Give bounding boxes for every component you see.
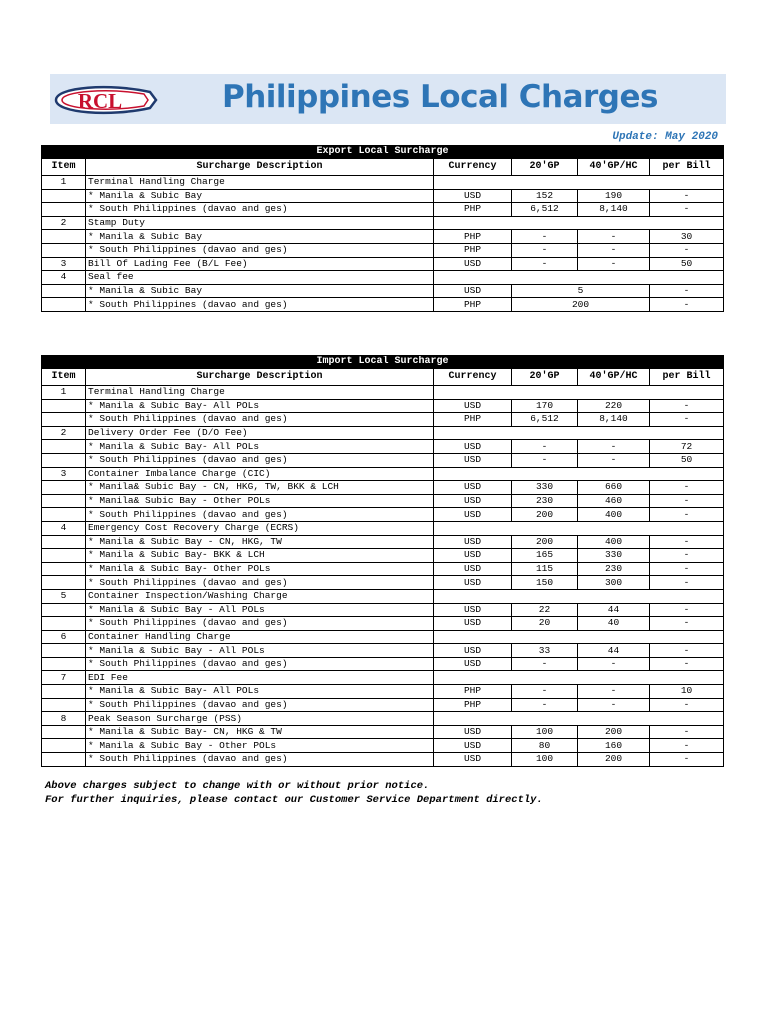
rate-20gp-cell: 6,512 <box>512 203 578 217</box>
item-number-cell <box>42 535 86 549</box>
rate-40gp-cell: - <box>578 440 650 454</box>
per-bill-cell: 30 <box>650 230 724 244</box>
currency-cell: PHP <box>434 413 512 427</box>
description-cell: * Manila& Subic Bay - Other POLs <box>86 494 434 508</box>
item-number-cell <box>42 725 86 739</box>
rate-40gp-cell: 460 <box>578 494 650 508</box>
item-number-cell <box>42 753 86 767</box>
currency-cell: USD <box>434 603 512 617</box>
description-cell: Peak Season Surcharge (PSS) <box>86 712 434 726</box>
per-bill-cell: - <box>650 603 724 617</box>
item-number-cell <box>42 230 86 244</box>
rcl-logo <box>50 80 158 120</box>
description-cell: EDI Fee <box>86 671 434 685</box>
charges-cell <box>434 671 724 685</box>
per-bill-cell: 50 <box>650 257 724 271</box>
table-row <box>42 753 724 767</box>
currency-cell: USD <box>434 257 512 271</box>
rate-40gp-cell: 8,140 <box>578 413 650 427</box>
item-number-cell <box>42 440 86 454</box>
per-bill-cell: - <box>650 413 724 427</box>
description-cell: Container Imbalance Charge (CIC) <box>86 467 434 481</box>
table-row <box>42 576 724 590</box>
description-cell: * Manila & Subic Bay - Other POLs <box>86 739 434 753</box>
rate-40gp-cell: 160 <box>578 739 650 753</box>
col-header-20gp: 20'GP <box>512 159 578 176</box>
item-number-cell <box>42 494 86 508</box>
rate-40gp-cell: - <box>578 685 650 699</box>
table-row <box>42 203 724 217</box>
item-number-cell <box>42 508 86 522</box>
per-bill-cell: - <box>650 481 724 495</box>
rate-20gp-cell: 6,512 <box>512 413 578 427</box>
description-cell: * Manila & Subic Bay - All POLs <box>86 603 434 617</box>
per-bill-cell: - <box>650 284 724 298</box>
currency-cell: PHP <box>434 298 512 312</box>
rate-40gp-cell: 400 <box>578 535 650 549</box>
item-number-cell: 3 <box>42 467 86 481</box>
table-row <box>42 549 724 563</box>
item-number-cell <box>42 399 86 413</box>
col-header-20gp: 20'GP <box>512 369 578 386</box>
description-cell: Terminal Handling Charge <box>86 176 434 190</box>
currency-cell: USD <box>434 657 512 671</box>
currency-cell: USD <box>434 739 512 753</box>
rate-40gp-cell: - <box>578 453 650 467</box>
rate-20gp-cell: 330 <box>512 481 578 495</box>
per-bill-cell: - <box>650 243 724 257</box>
item-number-cell <box>42 739 86 753</box>
logo-text: RCL <box>77 89 123 113</box>
item-number-cell: 1 <box>42 386 86 400</box>
description-cell: Bill Of Lading Fee (B/L Fee) <box>86 257 434 271</box>
currency-cell: PHP <box>434 230 512 244</box>
charges-cell <box>434 176 724 190</box>
rate-40gp-cell: - <box>578 698 650 712</box>
item-number-cell: 1 <box>42 176 86 190</box>
rate-40gp-cell: 220 <box>578 399 650 413</box>
item-number-cell <box>42 298 86 312</box>
item-number-cell: 2 <box>42 216 86 230</box>
rate-20gp-cell: 165 <box>512 549 578 563</box>
currency-cell: USD <box>434 453 512 467</box>
rate-20gp-cell: 170 <box>512 399 578 413</box>
import-table-title: Import Local Surcharge <box>42 356 724 369</box>
description-cell: * Manila & Subic Bay - All POLs <box>86 644 434 658</box>
description-cell: * South Philippines (davao and ges) <box>86 617 434 631</box>
rate-20gp-cell: 100 <box>512 725 578 739</box>
currency-cell: USD <box>434 535 512 549</box>
currency-cell: USD <box>434 440 512 454</box>
export-table-title: Export Local Surcharge <box>42 146 724 159</box>
export-surcharge-table <box>41 145 724 312</box>
table-row <box>42 230 724 244</box>
item-number-cell <box>42 549 86 563</box>
description-cell: * South Philippines (davao and ges) <box>86 453 434 467</box>
rate-20gp-cell: 150 <box>512 576 578 590</box>
rate-20gp-cell: - <box>512 257 578 271</box>
charges-cell <box>434 271 724 285</box>
rate-20gp-cell: - <box>512 657 578 671</box>
description-cell: * Manila & Subic Bay- Other POLs <box>86 562 434 576</box>
notes <box>45 779 543 807</box>
description-cell: * Manila & Subic Bay- All POLs <box>86 440 434 454</box>
rate-20gp-cell: 20 <box>512 617 578 631</box>
description-cell: * Manila & Subic Bay- All POLs <box>86 685 434 699</box>
charges-cell <box>434 216 724 230</box>
col-header-item: Item <box>42 159 86 176</box>
container-rate-cell: 200 <box>512 298 650 312</box>
import-surcharge-table <box>41 355 724 767</box>
per-bill-cell: - <box>650 203 724 217</box>
currency-cell: USD <box>434 189 512 203</box>
rate-40gp-cell: 200 <box>578 753 650 767</box>
rate-40gp-cell: - <box>578 257 650 271</box>
table-row <box>42 413 724 427</box>
item-number-cell <box>42 698 86 712</box>
col-header-description: Surcharge Description <box>86 159 434 176</box>
table-row <box>42 725 724 739</box>
rate-20gp-cell: 100 <box>512 753 578 767</box>
description-cell: Emergency Cost Recovery Charge (ECRS) <box>86 521 434 535</box>
description-cell: * South Philippines (davao and ges) <box>86 243 434 257</box>
table-row <box>42 494 724 508</box>
charges-cell <box>434 630 724 644</box>
currency-cell: USD <box>434 494 512 508</box>
item-number-cell <box>42 413 86 427</box>
description-cell: * South Philippines (davao and ges) <box>86 508 434 522</box>
description-cell: * South Philippines (davao and ges) <box>86 203 434 217</box>
col-header-40gp: 40'GP/HC <box>578 159 650 176</box>
description-cell: * South Philippines (davao and ges) <box>86 576 434 590</box>
table-row <box>42 617 724 631</box>
rate-40gp-cell: 230 <box>578 562 650 576</box>
table-row <box>42 298 724 312</box>
table-row <box>42 399 724 413</box>
charges-cell <box>434 589 724 603</box>
col-header-per-bill: per Bill <box>650 369 724 386</box>
rate-20gp-cell: 200 <box>512 508 578 522</box>
page-title: Philippines Local Charges <box>222 79 658 115</box>
currency-cell: USD <box>434 562 512 576</box>
per-bill-cell: - <box>650 739 724 753</box>
rate-40gp-cell: 40 <box>578 617 650 631</box>
per-bill-cell: 72 <box>650 440 724 454</box>
col-header-per-bill: per Bill <box>650 159 724 176</box>
rate-40gp-cell: 8,140 <box>578 203 650 217</box>
item-number-cell <box>42 453 86 467</box>
currency-cell: PHP <box>434 698 512 712</box>
rate-20gp-cell: 22 <box>512 603 578 617</box>
currency-cell: USD <box>434 725 512 739</box>
export-table-body <box>42 176 724 312</box>
charges-cell <box>434 426 724 440</box>
table-row <box>42 644 724 658</box>
per-bill-cell: - <box>650 189 724 203</box>
description-cell: * South Philippines (davao and ges) <box>86 413 434 427</box>
table-row <box>42 685 724 699</box>
item-number-cell: 6 <box>42 630 86 644</box>
description-cell: * Manila & Subic Bay- BKK & LCH <box>86 549 434 563</box>
item-number-cell: 7 <box>42 671 86 685</box>
col-header-description: Surcharge Description <box>86 369 434 386</box>
currency-cell: USD <box>434 508 512 522</box>
description-cell: Seal fee <box>86 271 434 285</box>
table-row <box>42 189 724 203</box>
rate-20gp-cell: - <box>512 243 578 257</box>
description-cell: * South Philippines (davao and ges) <box>86 753 434 767</box>
item-number-cell: 3 <box>42 257 86 271</box>
table-row <box>42 216 724 230</box>
description-cell: * South Philippines (davao and ges) <box>86 657 434 671</box>
per-bill-cell: - <box>650 508 724 522</box>
per-bill-cell: 50 <box>650 453 724 467</box>
table-row <box>42 467 724 481</box>
table-row <box>42 243 724 257</box>
rate-20gp-cell: - <box>512 230 578 244</box>
description-cell: * Manila & Subic Bay <box>86 230 434 244</box>
item-number-cell <box>42 562 86 576</box>
col-header-40gp: 40'GP/HC <box>578 369 650 386</box>
import-table-body <box>42 386 724 767</box>
per-bill-cell: - <box>650 549 724 563</box>
rate-20gp-cell: 200 <box>512 535 578 549</box>
item-number-cell <box>42 603 86 617</box>
table-row <box>42 630 724 644</box>
currency-cell: USD <box>434 549 512 563</box>
description-cell: * Manila& Subic Bay - CN, HKG, TW, BKK & LCH <box>86 481 434 495</box>
per-bill-cell: - <box>650 725 724 739</box>
table-row <box>42 426 724 440</box>
description-cell: * Manila & Subic Bay- CN, HKG & TW <box>86 725 434 739</box>
description-cell: Container Inspection/Washing Charge <box>86 589 434 603</box>
col-header-currency: Currency <box>434 159 512 176</box>
note-line: Above charges subject to change with or without prior notice. <box>45 780 430 792</box>
item-number-cell: 5 <box>42 589 86 603</box>
rate-20gp-cell: 80 <box>512 739 578 753</box>
table-row <box>42 284 724 298</box>
table-row <box>42 603 724 617</box>
table-row <box>42 521 724 535</box>
description-cell: Delivery Order Fee (D/O Fee) <box>86 426 434 440</box>
rate-40gp-cell: - <box>578 230 650 244</box>
table-row <box>42 535 724 549</box>
item-number-cell: 4 <box>42 521 86 535</box>
currency-cell: PHP <box>434 243 512 257</box>
description-cell: * Manila & Subic Bay- All POLs <box>86 399 434 413</box>
description-cell: * Manila & Subic Bay <box>86 284 434 298</box>
currency-cell: PHP <box>434 685 512 699</box>
table-row <box>42 176 724 190</box>
per-bill-cell: - <box>650 698 724 712</box>
description-cell: * Manila & Subic Bay <box>86 189 434 203</box>
currency-cell: USD <box>434 644 512 658</box>
rate-40gp-cell: 330 <box>578 549 650 563</box>
item-number-cell <box>42 481 86 495</box>
table-row <box>42 440 724 454</box>
currency-cell: USD <box>434 399 512 413</box>
charges-cell <box>434 386 724 400</box>
rate-40gp-cell: - <box>578 243 650 257</box>
description-cell: * South Philippines (davao and ges) <box>86 698 434 712</box>
per-bill-cell: - <box>650 617 724 631</box>
item-number-cell <box>42 203 86 217</box>
note-line: For further inquiries, please contact our Customer Service Department directly. <box>45 794 543 806</box>
currency-cell: PHP <box>434 203 512 217</box>
item-number-cell <box>42 576 86 590</box>
table-row <box>42 508 724 522</box>
per-bill-cell: - <box>650 644 724 658</box>
rate-20gp-cell: - <box>512 440 578 454</box>
col-header-item: Item <box>42 369 86 386</box>
description-cell: * Manila & Subic Bay - CN, HKG, TW <box>86 535 434 549</box>
description-cell: Container Handling Charge <box>86 630 434 644</box>
item-number-cell: 8 <box>42 712 86 726</box>
table-row <box>42 271 724 285</box>
rate-20gp-cell: 33 <box>512 644 578 658</box>
currency-cell: USD <box>434 617 512 631</box>
per-bill-cell: 10 <box>650 685 724 699</box>
charges-cell <box>434 712 724 726</box>
per-bill-cell: - <box>650 576 724 590</box>
item-number-cell <box>42 644 86 658</box>
rate-20gp-cell: - <box>512 698 578 712</box>
table-row <box>42 671 724 685</box>
update-date: Update: May 2020 <box>612 131 718 143</box>
table-row <box>42 589 724 603</box>
per-bill-cell: - <box>650 657 724 671</box>
per-bill-cell: - <box>650 562 724 576</box>
table-row <box>42 712 724 726</box>
table-row <box>42 739 724 753</box>
item-number-cell <box>42 284 86 298</box>
table-row <box>42 657 724 671</box>
rate-40gp-cell: 44 <box>578 603 650 617</box>
rate-40gp-cell: 190 <box>578 189 650 203</box>
table-row <box>42 481 724 495</box>
item-number-cell: 2 <box>42 426 86 440</box>
description-cell: * South Philippines (davao and ges) <box>86 298 434 312</box>
description-cell: Terminal Handling Charge <box>86 386 434 400</box>
rate-20gp-cell: 152 <box>512 189 578 203</box>
rate-20gp-cell: - <box>512 685 578 699</box>
currency-cell: USD <box>434 481 512 495</box>
item-number-cell: 4 <box>42 271 86 285</box>
rate-40gp-cell: 200 <box>578 725 650 739</box>
table-row <box>42 453 724 467</box>
per-bill-cell: - <box>650 753 724 767</box>
per-bill-cell: - <box>650 399 724 413</box>
currency-cell: USD <box>434 753 512 767</box>
rate-20gp-cell: 230 <box>512 494 578 508</box>
rate-40gp-cell: - <box>578 657 650 671</box>
item-number-cell <box>42 617 86 631</box>
col-header-currency: Currency <box>434 369 512 386</box>
rate-40gp-cell: 44 <box>578 644 650 658</box>
table-row <box>42 698 724 712</box>
rate-40gp-cell: 660 <box>578 481 650 495</box>
charges-cell <box>434 521 724 535</box>
per-bill-cell: - <box>650 494 724 508</box>
currency-cell: USD <box>434 284 512 298</box>
charges-cell <box>434 467 724 481</box>
item-number-cell <box>42 189 86 203</box>
item-number-cell <box>42 685 86 699</box>
per-bill-cell: - <box>650 535 724 549</box>
table-row <box>42 562 724 576</box>
per-bill-cell: - <box>650 298 724 312</box>
title-banner <box>50 74 726 124</box>
table-row <box>42 257 724 271</box>
rate-20gp-cell: - <box>512 453 578 467</box>
item-number-cell <box>42 243 86 257</box>
description-cell: Stamp Duty <box>86 216 434 230</box>
table-row <box>42 386 724 400</box>
rate-20gp-cell: 115 <box>512 562 578 576</box>
container-rate-cell: 5 <box>512 284 650 298</box>
currency-cell: USD <box>434 576 512 590</box>
item-number-cell <box>42 657 86 671</box>
rate-40gp-cell: 400 <box>578 508 650 522</box>
rate-40gp-cell: 300 <box>578 576 650 590</box>
